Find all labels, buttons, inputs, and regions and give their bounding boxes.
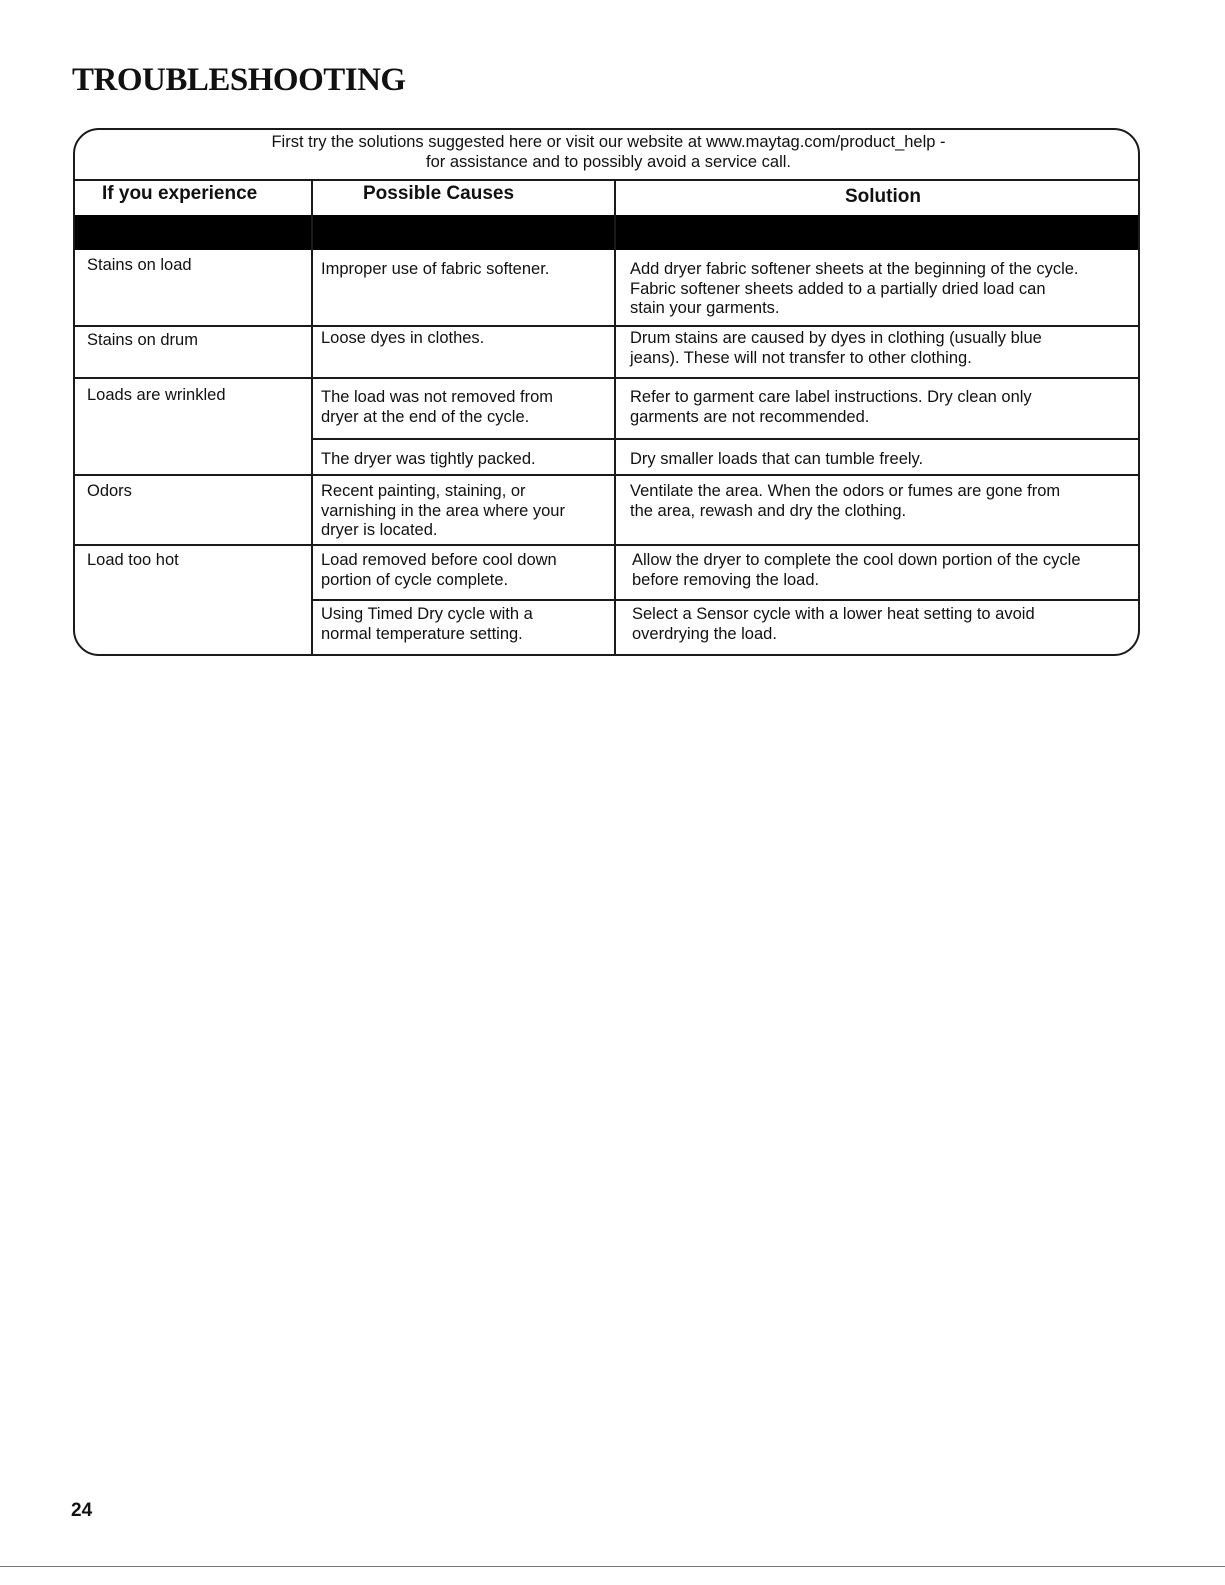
cause-cell: Using Timed Dry cycle with a normal temperature setting. xyxy=(321,605,533,643)
column-divider xyxy=(614,180,616,656)
experience-cell: Stains on drum xyxy=(87,331,198,349)
experience-cell: Odors xyxy=(87,482,132,500)
experience-cell: Stains on load xyxy=(87,256,192,274)
intro-text xyxy=(75,132,1140,172)
solution-cell: Add dryer fabric softener sheets at the beginning of the cycle. Fabric softener sheets added to a partially dried load can stain your garments. xyxy=(630,260,1079,317)
rule xyxy=(75,544,1140,546)
header-causes: Possible Causes xyxy=(363,183,515,204)
rule xyxy=(312,438,1140,440)
solution-cell: Ventilate the area. When the odors or fumes are gone from the area, rewash and dry the clothing. xyxy=(630,482,1061,520)
intro-line: First try the solutions suggested here or visit our website at www.maytag.com/product_help - xyxy=(271,133,946,151)
troubleshooting-box xyxy=(73,128,1140,656)
cause-cell: Loose dyes in clothes. xyxy=(321,329,485,347)
header-experience: If you experience xyxy=(102,183,258,204)
rule xyxy=(312,599,1140,601)
bottom-rule xyxy=(0,1566,1225,1567)
rule xyxy=(75,474,1140,476)
solution-cell: Drum stains are caused by dyes in clothing (usually blue jeans). These will not transfer to other clothing. xyxy=(630,329,1042,367)
intro-line: for assistance and to possibly avoid a service call. xyxy=(425,153,791,171)
header-solution: Solution xyxy=(845,186,921,207)
solution-cell: Select a Sensor cycle with a lower heat setting to avoid overdrying the load. xyxy=(632,605,1035,643)
rule xyxy=(75,377,1140,379)
page-number: 24 xyxy=(71,1500,93,1521)
page-title: TROUBLESHOOTING xyxy=(72,62,406,98)
rule xyxy=(75,325,1140,327)
cause-cell: Load removed before cool down portion of cycle complete. xyxy=(321,551,557,589)
experience-cell: Load too hot xyxy=(87,551,179,569)
cause-cell: Improper use of fabric softener. xyxy=(321,260,550,278)
cause-cell: The dryer was tightly packed. xyxy=(321,450,536,468)
column-divider xyxy=(311,180,313,656)
solution-cell: Allow the dryer to complete the cool down portion of the cycle before removing the load. xyxy=(632,551,1081,589)
cause-cell: Recent painting, staining, or varnishing in the area where your dryer is located. xyxy=(321,482,565,539)
solution-cell: Refer to garment care label instructions. Dry clean only garments are not recommended. xyxy=(630,388,1032,426)
experience-cell: Loads are wrinkled xyxy=(87,386,226,404)
rule xyxy=(75,179,1140,181)
header-black-bar xyxy=(75,215,1140,250)
cause-cell: The load was not removed from dryer at the end of the cycle. xyxy=(321,388,554,426)
solution-cell: Dry smaller loads that can tumble freely. xyxy=(630,450,924,468)
